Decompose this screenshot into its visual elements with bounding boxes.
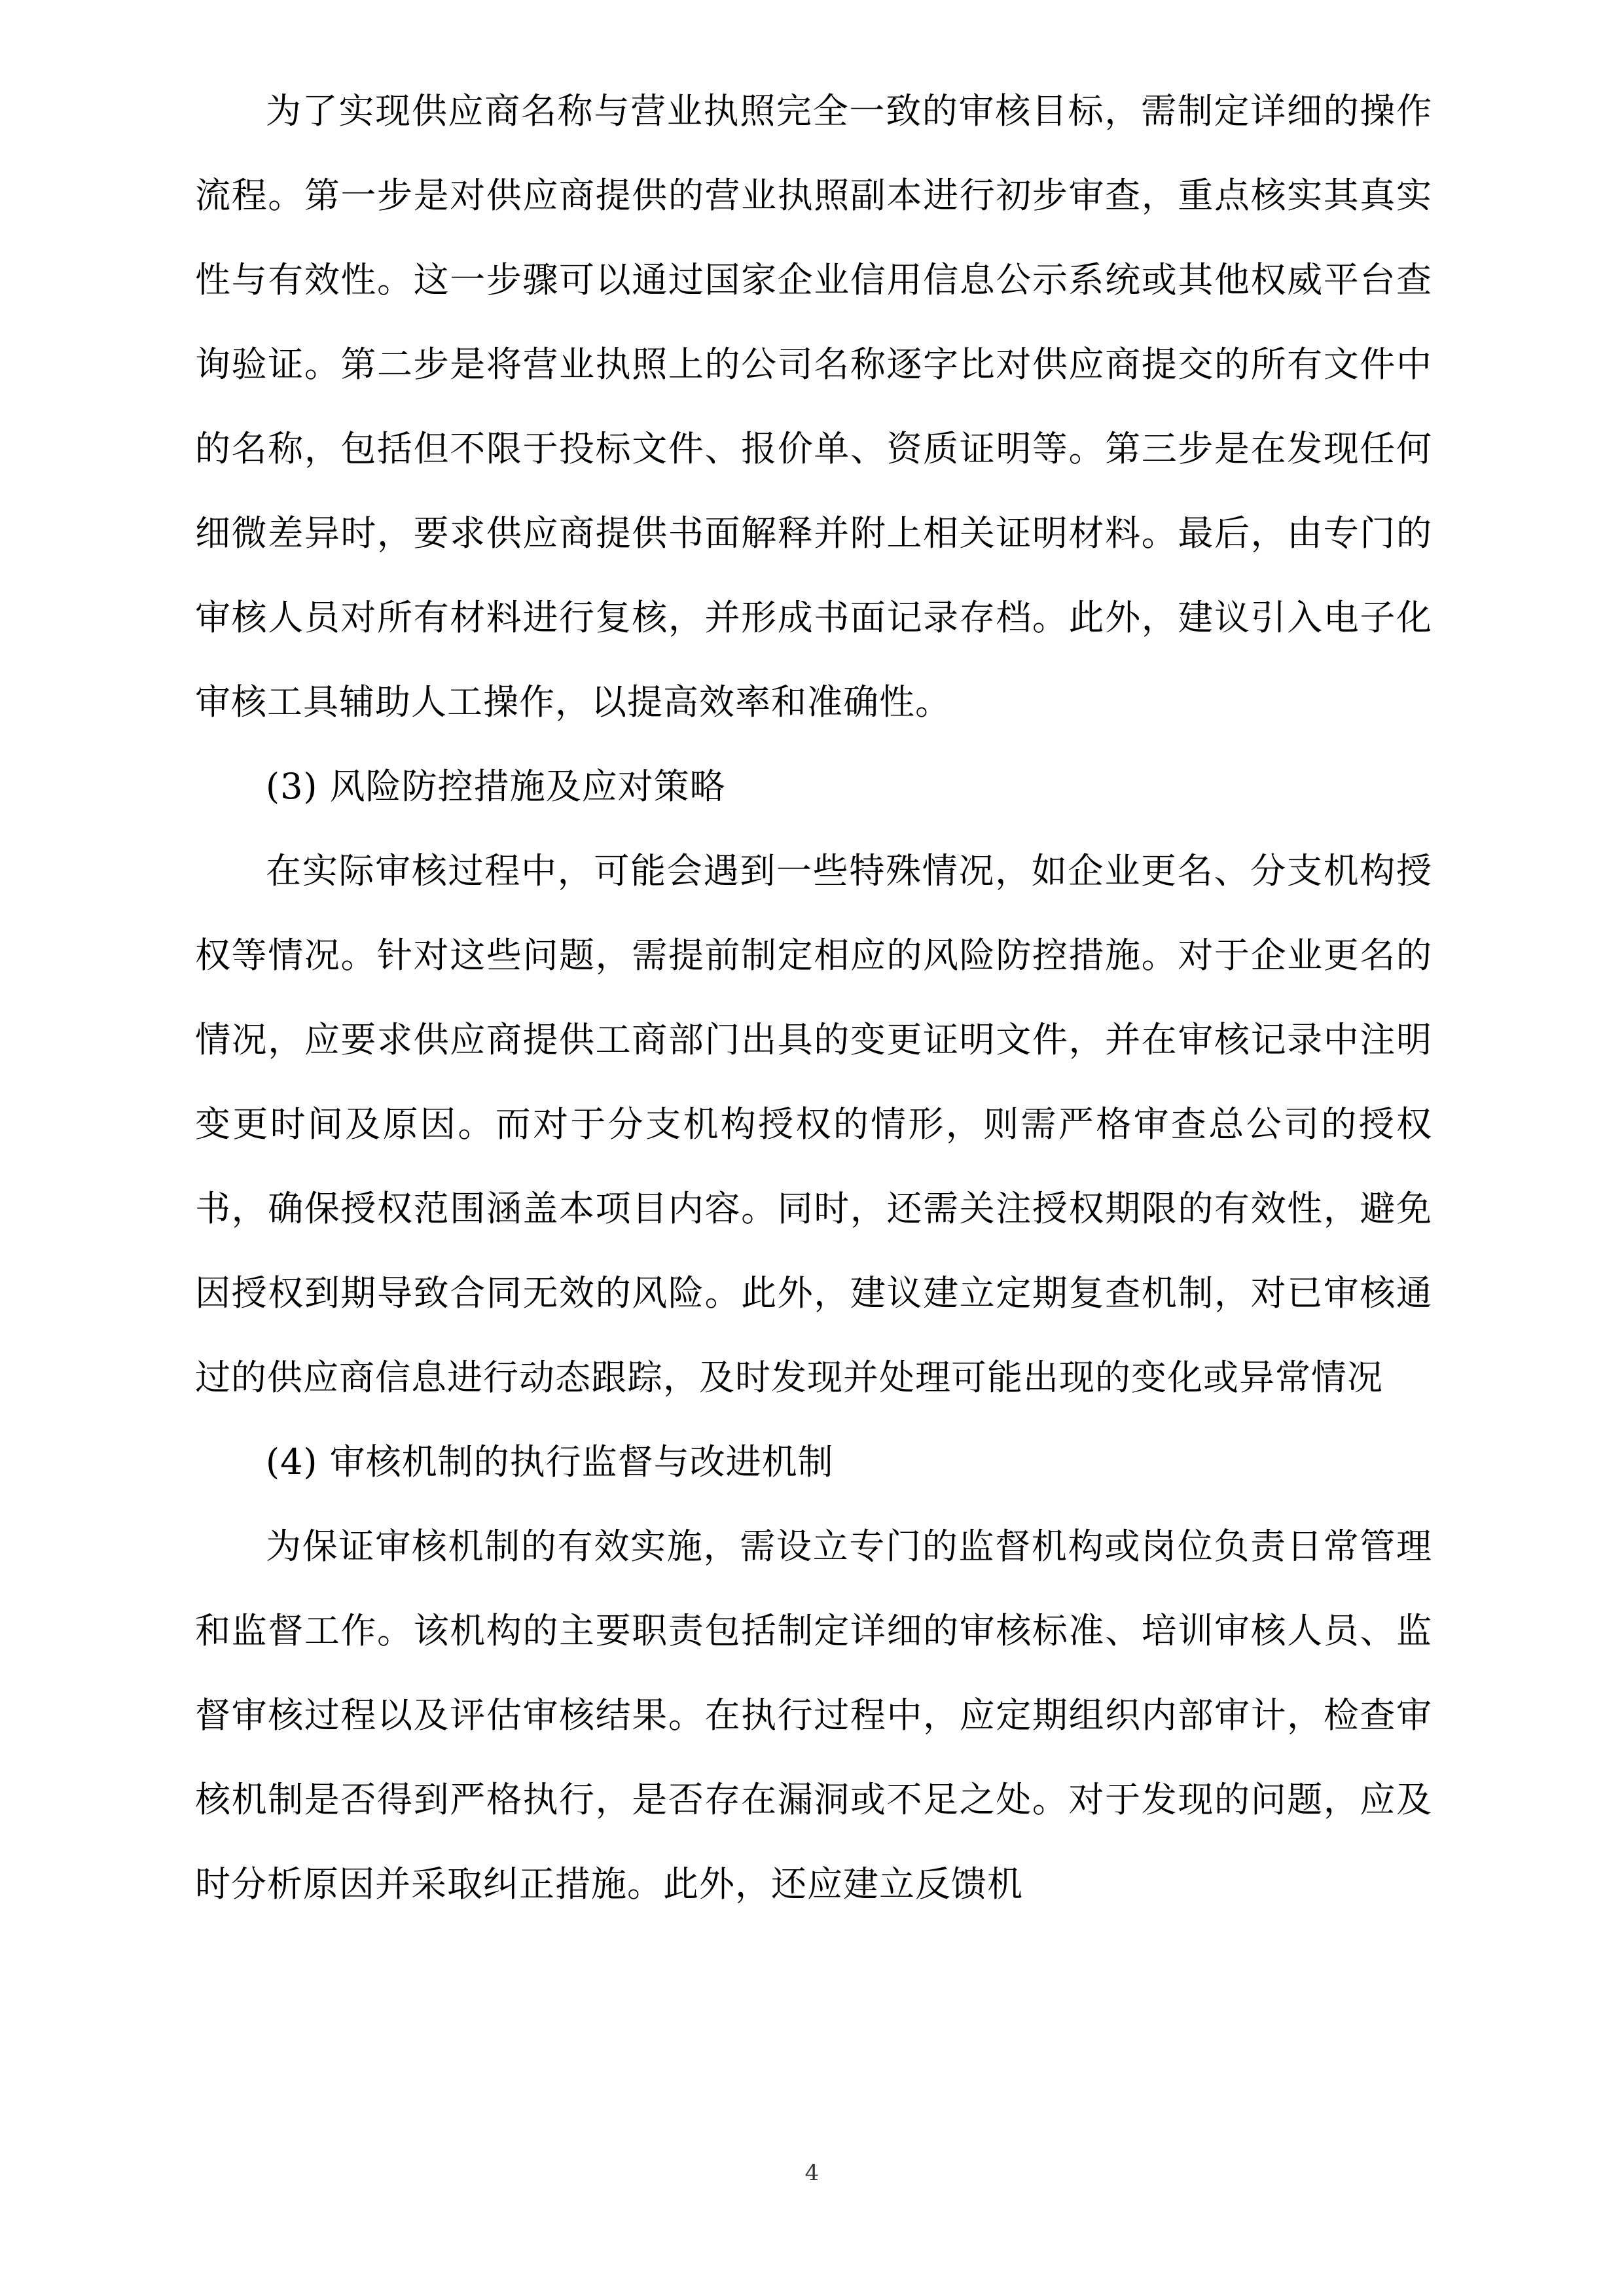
paragraph-review-procedure: 为了实现供应商名称与营业执照完全一致的审核目标，需制定详细的操作流程。第一步是对供应商提供的营业执照副本进行初步审查，重点核实其真实性与有效性。这一步骤可以通过国家企业信用信息公示系统或其他权威平台查询验证。第二步是将营业执照上的公司名称逐字比对供应商提交的所有文件中的名称，包括但不限于投标文件、报价单、资质证明等。第三步是在发现任何细微差异时，要求供应商提供书面解释并附上相关证明材料。最后，由专门的审核人员对所有材料进行复核，并形成书面记录存档。此外，建议引入电子化审核工具辅助人工操作，以提高效率和准确性。 xyxy=(195,90,1432,723)
section-heading-risk-control: (3) 风险防控措施及应对策略 xyxy=(266,766,726,807)
section-heading-supervision: (4) 审核机制的执行监督与改进机制 xyxy=(266,1441,834,1482)
paragraph-supervision: 为保证审核机制的有效实施，需设立专门的监督机构或岗位负责日常管理和监督工作。该机构的主要职责包括制定详细的审核标准、培训审核人员、监督审核过程以及评估审核结果。在执行过程中，应定期组织内部审计，检查审核机制是否得到严格执行，是否存在漏洞或不足之处。对于发现的问题，应及时分析原因并采取纠正措施。此外，还应建立反馈机 xyxy=(195,1526,1432,1905)
page-number: 4 xyxy=(804,2160,820,2186)
paragraph-risk-control: 在实际审核过程中，可能会遇到一些特殊情况，如企业更名、分支机构授权等情况。针对这些问题，需提前制定相应的风险防控措施。对于企业更名的情况，应要求供应商提供工商部门出具的变更证明文件，并在审核记录中注明变更时间及原因。而对于分支机构授权的情形，则需严格审查总公司的授权书，确保授权范围涵盖本项目内容。同时，还需关注授权期限的有效性，避免因授权到期导致合同无效的风险。此外，建议建立定期复查机制，对已审核通过的供应商信息进行动态跟踪，及时发现并处理可能出现的变化或异常情况 xyxy=(195,850,1432,1398)
document-body xyxy=(195,69,1432,1926)
